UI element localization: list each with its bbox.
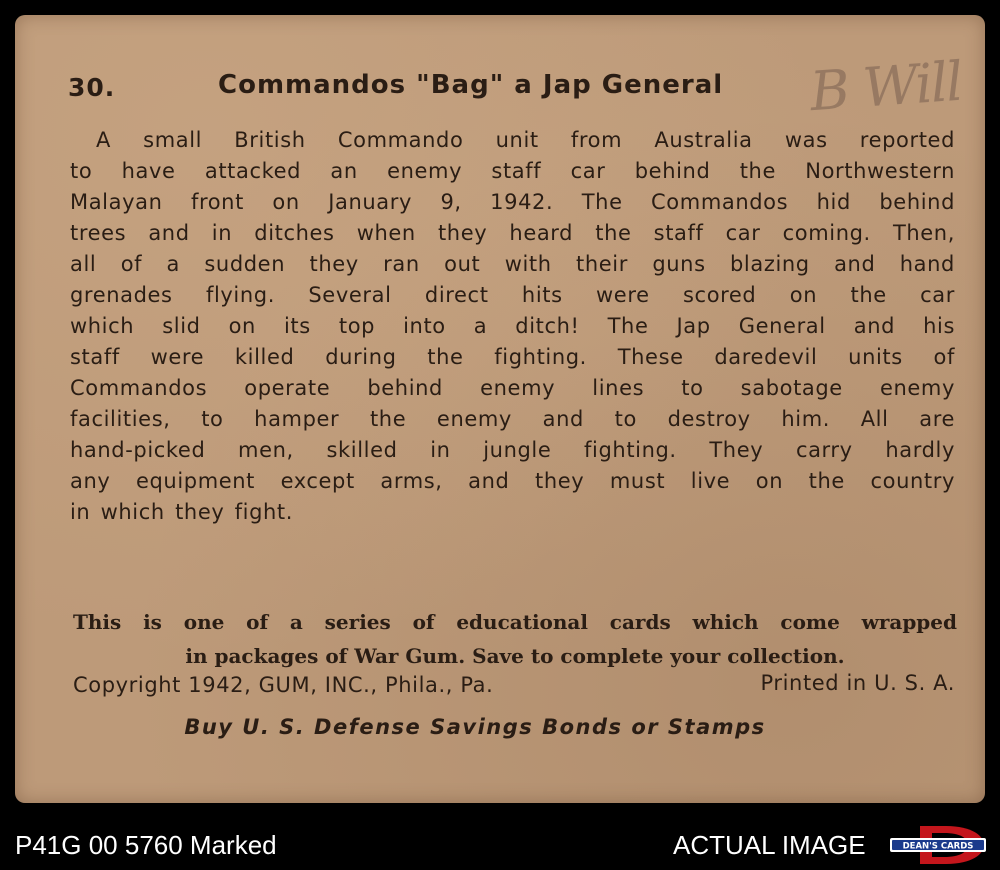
body-line: facilities, to hamper the enemy and to destroy him. All are: [70, 407, 955, 431]
body-line: A small British Commando unit from Australia was reported: [96, 128, 955, 152]
printed-in-line: Printed in U. S. A.: [760, 671, 955, 695]
item-caption: P41G 00 5760 Marked: [15, 830, 277, 860]
body-line: Commandos operate behind enemy lines to sabotage enemy: [70, 376, 955, 400]
deans-cards-logo: [888, 824, 988, 866]
card-number: 30.: [68, 73, 116, 102]
actual-image-caption: ACTUAL IMAGE: [673, 830, 866, 860]
body-line: which slid on its top into a ditch! The Jap General and his: [70, 314, 955, 338]
body-line: in which they fight.: [70, 500, 294, 524]
body-line: all of a sudden they ran out with their guns blazing and hand: [70, 252, 955, 276]
trading-card-back: [15, 15, 985, 803]
body-line: trees and in ditches when they heard the staff car coming. Then,: [70, 221, 955, 245]
body-line: staff were killed during the fighting. These daredevil units of: [70, 345, 955, 369]
copyright-line: Copyright 1942, GUM, INC., Phila., Pa.: [73, 673, 494, 697]
card-title: Commandos "Bag" a Jap General: [218, 70, 724, 100]
pencil-mark: B Will: [807, 49, 964, 124]
series-note-line: in packages of War Gum. Save to complete your collection.: [185, 644, 845, 668]
body-line: any equipment except arms, and they must live on the country: [70, 469, 955, 493]
body-line: hand-picked men, skilled in jungle fighting. They carry hardly: [70, 438, 955, 462]
card-body-text: [70, 125, 955, 528]
body-line: to have attacked an enemy staff car behind the Northwestern: [70, 159, 955, 183]
series-note-line: This is one of a series of educational cards which come wrapped: [73, 610, 957, 634]
defense-bonds-slogan: Buy U. S. Defense Savings Bonds or Stamps: [184, 715, 766, 739]
logo-text: DEAN'S CARDS: [902, 841, 974, 852]
series-note: [73, 605, 957, 673]
body-line: Malayan front on January 9, 1942. The Commandos hid behind: [70, 190, 955, 214]
body-line: grenades flying. Several direct hits were scored on the car: [70, 283, 955, 307]
